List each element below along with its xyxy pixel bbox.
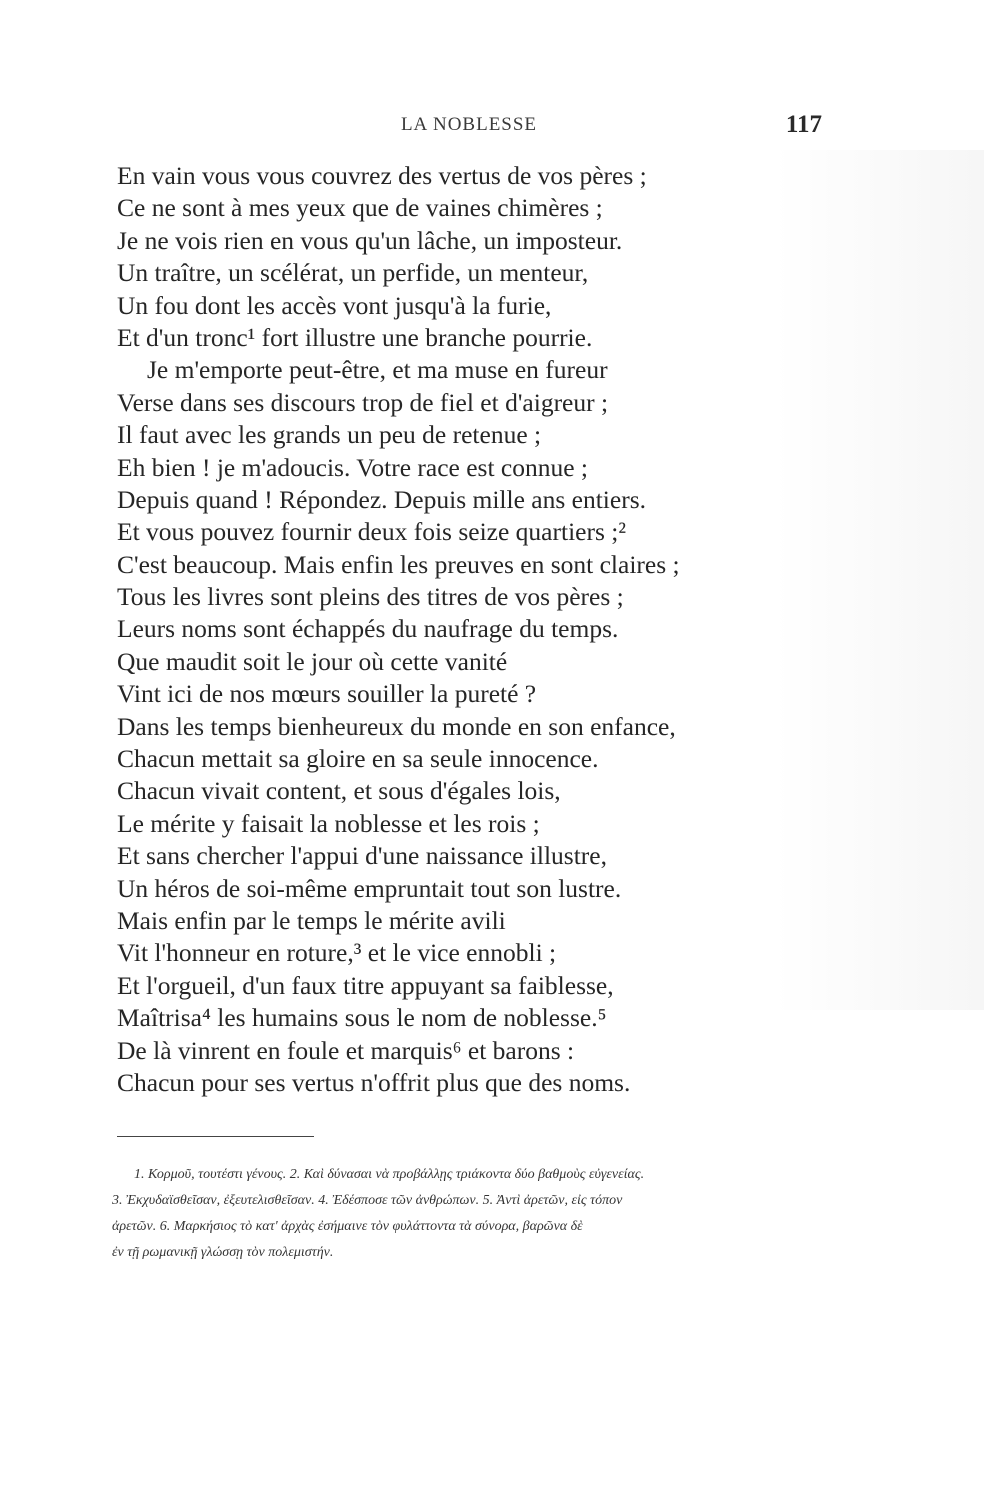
running-title: LA NOBLESSE — [400, 114, 538, 135]
poem-line: Chacun mettait sa gloire en sa seule innocence. — [117, 744, 599, 774]
poem-line: Leurs noms sont échappés du naufrage du temps. — [117, 614, 619, 644]
poem-line: Et vous pouvez fournir deux fois seize quartiers ;² — [117, 517, 627, 547]
footnote-line: ἐν τῇ ρωμανικῇ γλώσσῃ τὸν πολεμιστήν. — [112, 1245, 334, 1260]
poem-line: Un héros de soi-même empruntait tout son lustre. — [117, 873, 622, 903]
poem-line: Maîtrisa⁴ les humains sous le nom de noblesse.⁵ — [117, 1003, 607, 1033]
poem-line: Vint ici de nos mœurs souiller la pureté ? — [117, 679, 537, 709]
page-header — [116, 111, 822, 138]
footnote-line: ἀρετῶν. 6. Μαρκήσιος τὸ κατ' ἀρχὰς ἐσήμαινε τὸν φυλάττοντα τὰ σύνορα, βαρῶνα δὲ — [112, 1219, 583, 1234]
poem-line: Vit l'honneur en roture,³ et le vice ennobli ; — [117, 938, 557, 968]
poem-line: Verse dans ses discours trop de fiel et d'aigreur ; — [117, 387, 609, 417]
footnote-line: 3. Ἐκχυδαϊσθεῖσαν, ἐξευτελισθεῖσαν. 4. Ἐδέσποσε τῶν ἀνθρώπων. 5. Ἀντὶ ἀρετῶν, εἰς τόπον — [112, 1193, 623, 1208]
page-number: 117 — [785, 111, 822, 138]
poem-line: Et sans chercher l'appui d'une naissance illustre, — [117, 841, 607, 871]
footnotes — [112, 1162, 828, 1266]
poem-line: Il faut avec les grands un peu de retenue ; — [117, 420, 542, 450]
poem-line: Je m'emporte peut-être, et ma muse en fureur — [147, 355, 608, 385]
poem-text — [117, 160, 837, 1099]
poem-line: Ce ne sont à mes yeux que de vaines chimères ; — [117, 193, 603, 223]
poem-line: Un fou dont les accès vont jusqu'à la furie, — [117, 290, 552, 320]
poem-line: Le mérite y faisait la noblesse et les rois ; — [117, 808, 540, 838]
poem-line: Chacun vivait content, et sous d'égales lois, — [117, 776, 561, 806]
poem-line: Dans les temps bienheureux du monde en son enfance, — [117, 711, 676, 741]
poem-line: Mais enfin par le temps le mérite avili — [117, 905, 506, 935]
footnote-divider — [117, 1136, 314, 1137]
poem-line: Un traître, un scélérat, un perfide, un menteur, — [117, 258, 589, 288]
poem-line: Eh bien ! je m'adoucis. Votre race est connue ; — [117, 452, 589, 482]
poem-line: De là vinrent en foule et marquis⁶ et barons : — [117, 1035, 575, 1065]
poem-line: Tous les livres sont pleins des titres de vos pères ; — [117, 582, 624, 612]
poem-line: Depuis quand ! Répondez. Depuis mille ans entiers. — [117, 484, 647, 514]
poem-line: Et d'un tronc¹ fort illustre une branche pourrie. — [117, 322, 593, 352]
poem-line: Je ne vois rien en vous qu'un lâche, un imposteur. — [117, 225, 623, 255]
poem-line: Que maudit soit le jour où cette vanité — [117, 646, 508, 676]
poem-line: Et l'orgueil, d'un faux titre appuyant sa faiblesse, — [117, 970, 614, 1000]
poem-line: En vain vous vous couvrez des vertus de vos pères ; — [117, 161, 647, 190]
footnote-line: 1. Κορμοῦ, τουτέστι γένους. 2. Καὶ δύνασαι νὰ προβάλλῃς τριάκοντα δύο βαθμοὺς εὐγενείας. — [134, 1167, 645, 1182]
poem-line: C'est beaucoup. Mais enfin les preuves en sont claires ; — [117, 549, 680, 579]
poem-line: Chacun pour ses vertus n'offrit plus que des noms. — [117, 1067, 631, 1097]
